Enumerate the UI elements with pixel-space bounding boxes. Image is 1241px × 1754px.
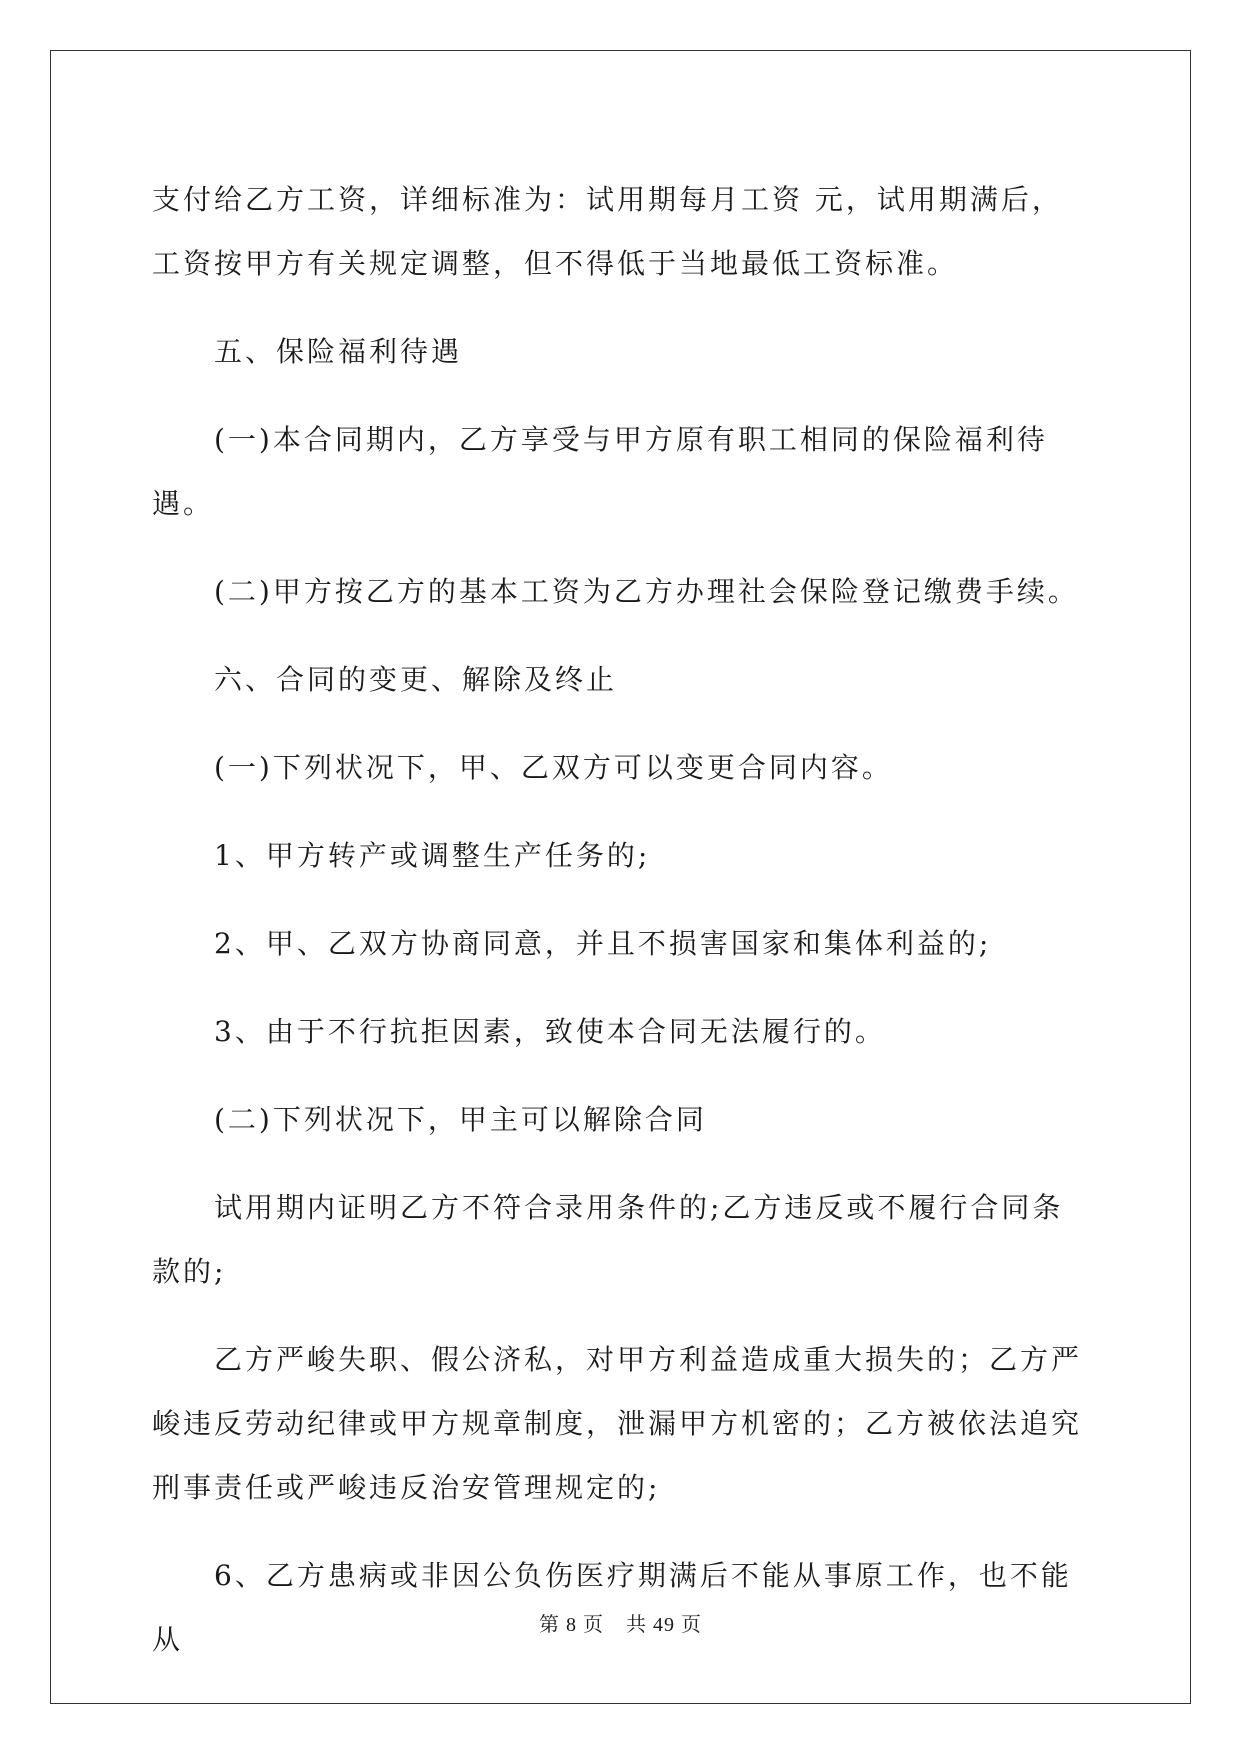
list-item-change-3: 3、由于不行抗拒因素，致使本合同无法履行的。	[214, 1015, 886, 1048]
paragraph-misconduct-termination: 乙方严峻失职、假公济私，对甲方利益造成重大损失的；乙方严峻违反劳动纪律或甲方规章制度，泄漏甲方机密的；乙方被依法追究刑事责任或严峻违反治安管理规定的;	[152, 1343, 1083, 1504]
heading-insurance-benefits: 五、保险福利待遇	[214, 335, 463, 368]
page-total: 共 49 页	[626, 1614, 702, 1636]
list-item-illness: 6、乙方患病或非因公负伤医疗期满后不能从事原工作，也不能从	[152, 1559, 1072, 1656]
paragraph-insurance-1: (一)本合同期内，乙方享受与甲方原有职工相同的保险福利待遇。	[152, 423, 1048, 520]
paragraph-termination-conditions: (二)下列状况下，甲主可以解除合同	[214, 1103, 707, 1136]
page-number: 第 8 页	[539, 1614, 604, 1636]
list-item-change-2: 2、甲、乙双方协商同意，并且不损害国家和集体利益的;	[214, 927, 992, 960]
list-item-change-1: 1、甲方转产或调整生产任务的;	[214, 839, 651, 872]
paragraph-probation-termination: 试用期内证明乙方不符合录用条件的;乙方违反或不履行合同条款的;	[152, 1191, 1064, 1288]
paragraph-insurance-2: (二)甲方按乙方的基本工资为乙方办理社会保险登记缴费手续。	[214, 575, 1079, 608]
page-footer	[0, 1608, 1241, 1637]
paragraph-wage-terms: 支付给乙方工资，详细标准为：试用期每月工资 元，试用期满后，工资按甲方有关规定调整，但不得低于当地最低工资标准。	[152, 183, 1063, 280]
document-body	[152, 168, 1092, 1696]
paragraph-change-conditions: (一)下列状况下，甲、乙双方可以变更合同内容。	[214, 751, 893, 784]
heading-contract-changes: 六、合同的变更、解除及终止	[214, 663, 618, 696]
